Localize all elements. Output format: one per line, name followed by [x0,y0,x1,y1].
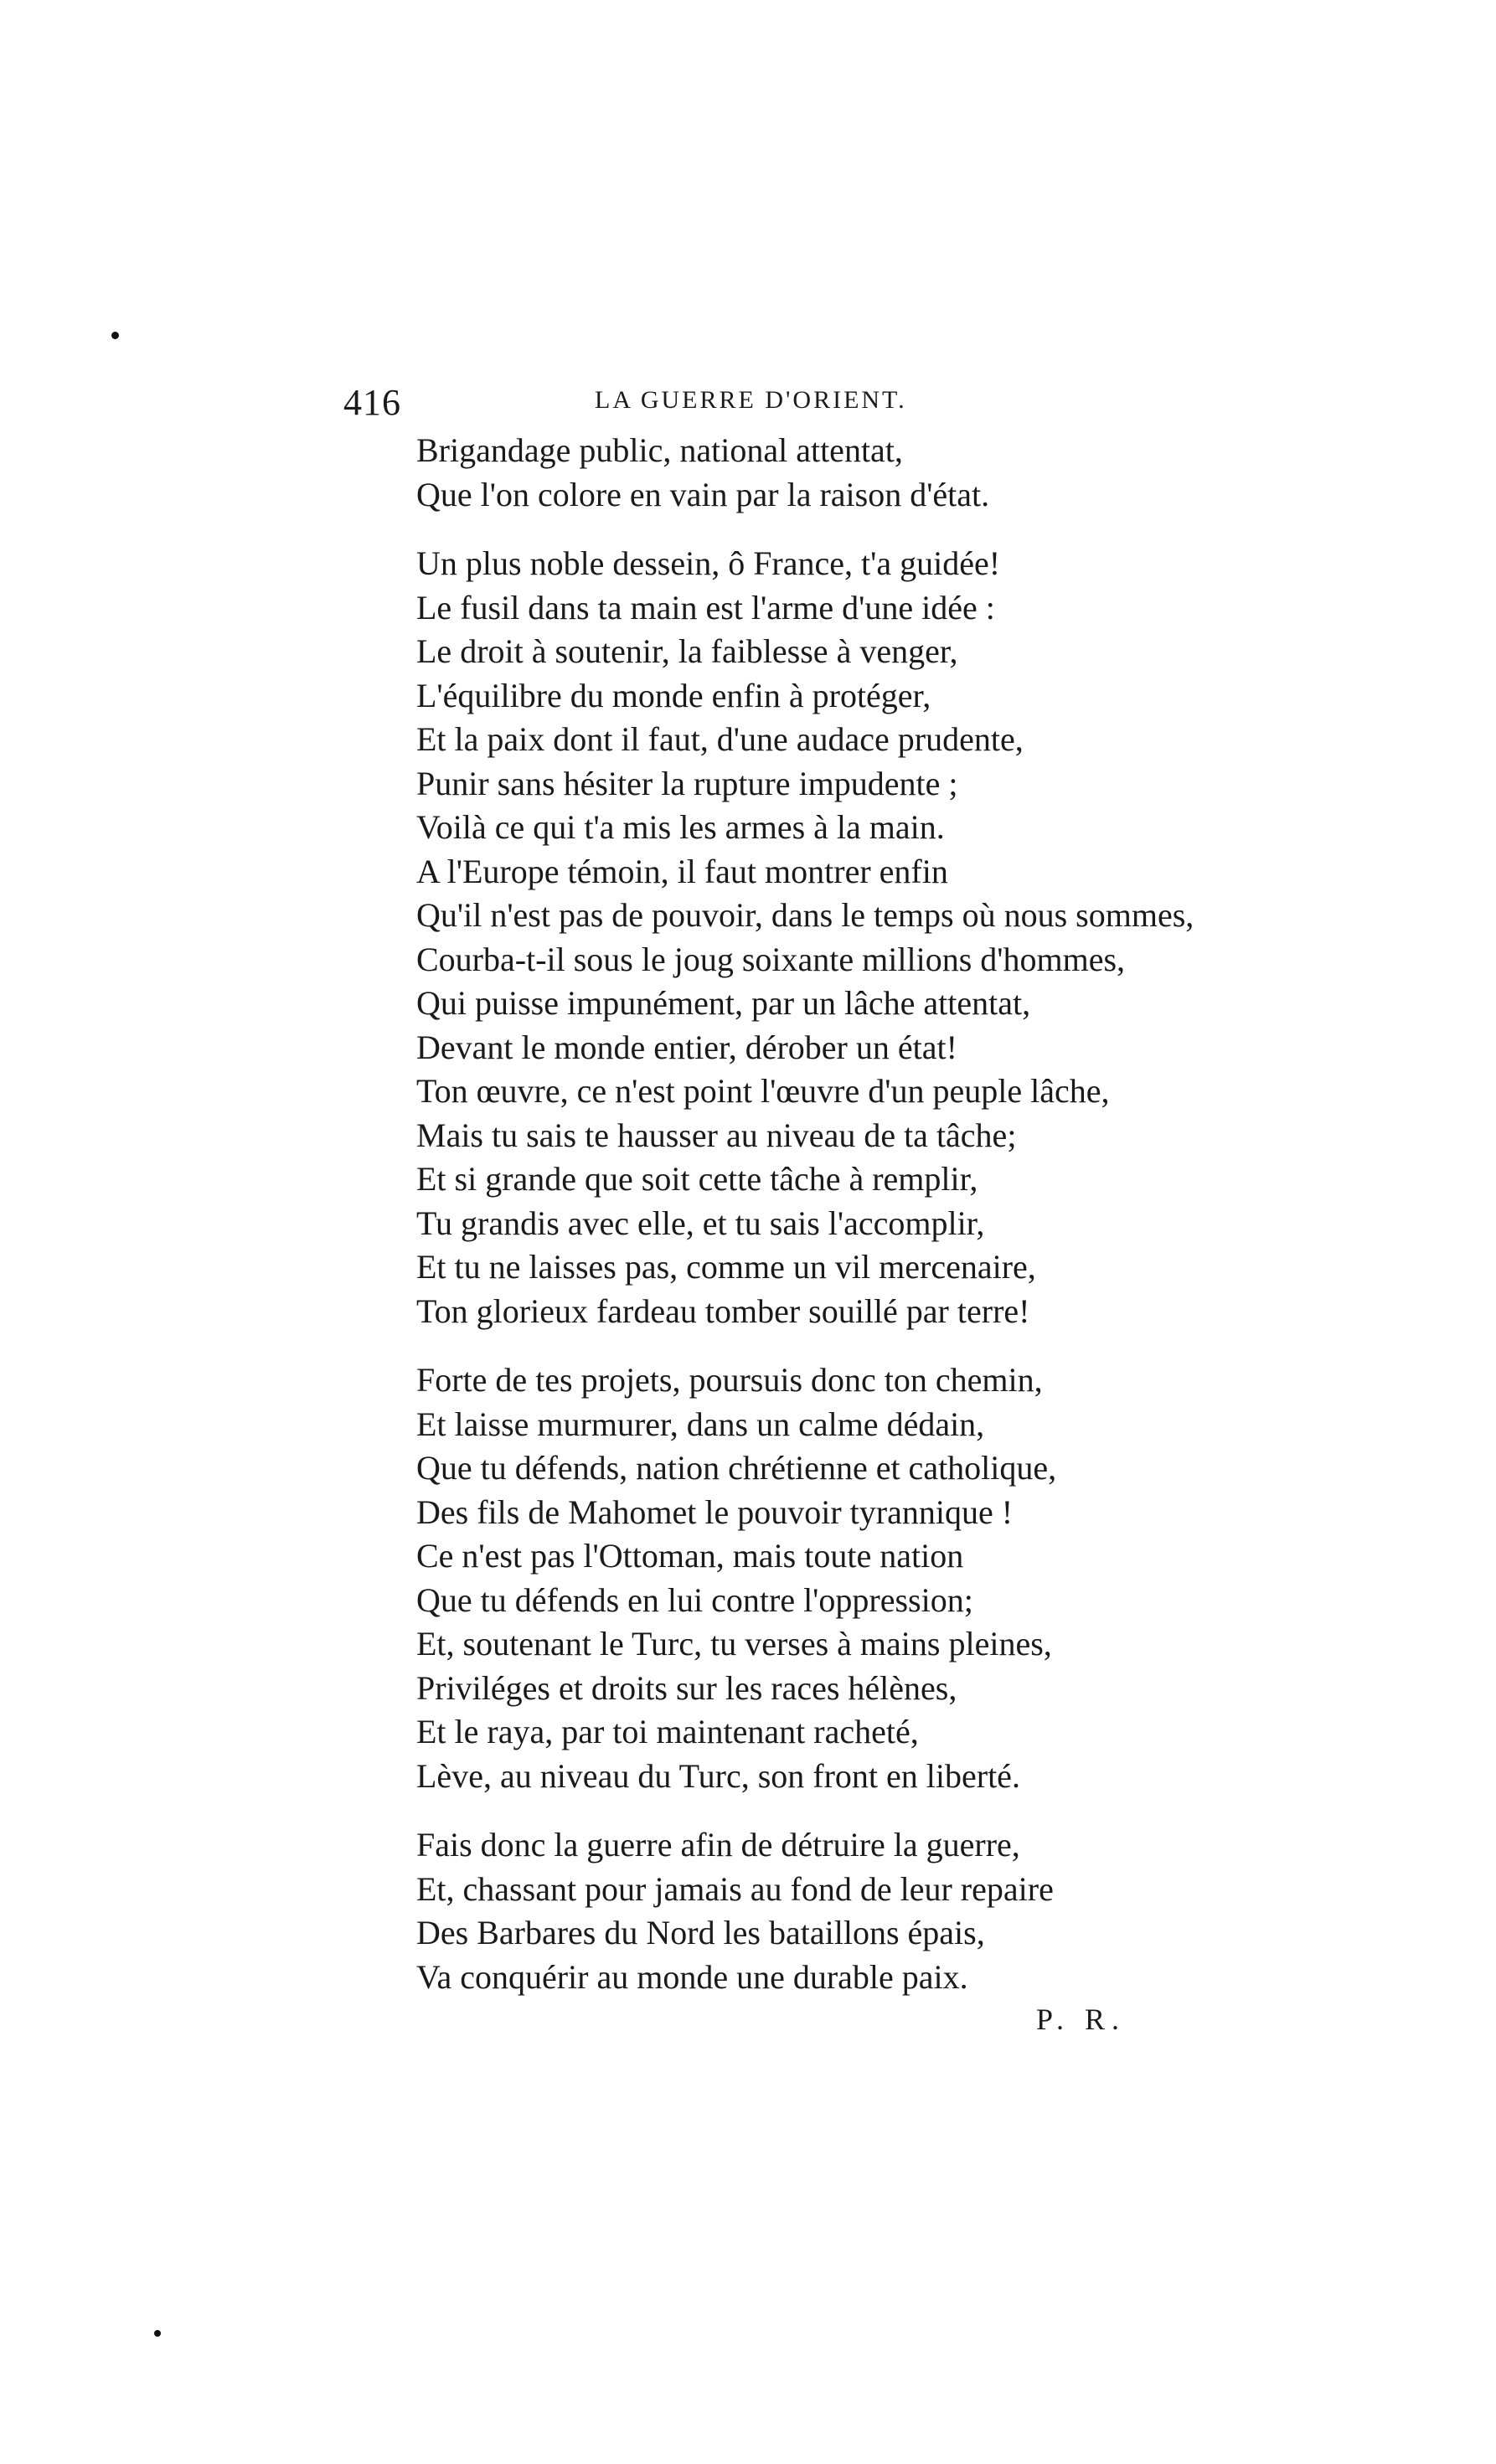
verse-line: Des Barbares du Nord les bataillons épais, [416,1914,985,1951]
verse-line: Courba-t-il sous le joug soixante millions d'hommes, [416,940,1126,978]
verse-line: Lève, au niveau du Turc, son front en liberté. [416,1756,1020,1795]
verse-line: Qui puisse impunément, par un lâche attentat, [416,984,1031,1022]
poem [416,429,1304,2024]
stanza-1 [416,429,1304,517]
verse-line: Ce n'est pas l'Ottoman, mais toute nation [416,1537,964,1575]
verse-line: Brigandage public, national attentat, [416,431,903,469]
verse-line: Priviléges et droits sur les races hélènes, [416,1668,957,1707]
running-title: LA GUERRE D'ORIENT. [595,386,907,414]
verse-line: Le fusil dans ta main est l'arme d'une idée : [416,588,995,626]
stanza-4 [416,1823,1304,1999]
verse-line: Le droit à soutenir, la faiblesse à venger, [416,632,958,670]
verse-line: Voilà ce qui t'a mis les armes à la main. [416,808,945,846]
verse-line: Et la paix dont il faut, d'une audace prudente, [416,720,1024,758]
verse-line: Ton œuvre, ce n'est point l'œuvre d'un peuple lâche, [416,1072,1110,1110]
verse-line: Va conquérir au monde une durable paix. [416,1957,968,1996]
verse-line: Tu grandis avec elle, et tu sais l'accomplir, [416,1204,985,1242]
verse-line: Que tu défends, nation chrétienne et catholique, [416,1449,1057,1487]
running-head [343,381,1051,423]
stanza-2 [416,542,1304,1333]
verse-line: Que tu défends en lui contre l'oppression; [416,1580,973,1619]
verse-line: Punir sans hésiter la rupture impudente ; [416,764,958,802]
verse-line: Devant le monde entier, dérober un état! [416,1028,957,1066]
verse-line: Qu'il n'est pas de pouvoir, dans le temps où nous sommes, [416,896,1194,934]
verse-line: Que l'on colore en vain par la raison d'état. [416,475,990,513]
verse-line: Et tu ne laisses pas, comme un vil mercenaire, [416,1248,1036,1286]
author-signature: P. R. [1036,2003,1127,2036]
ink-speck-top [111,332,119,339]
verse-line: Fais donc la guerre afin de détruire la guerre, [416,1826,1020,1863]
verse-line: Et si grande que soit cette tâche à remplir, [416,1160,978,1198]
verse-line: Mais tu sais te hausser au niveau de ta tâche; [416,1116,1017,1154]
verse-line: Des fils de Mahomet le pouvoir tyrannique ! [416,1492,1014,1531]
page-number: 416 [343,382,401,423]
verse-line: Et, chassant pour jamais au fond de leur repaire [416,1869,1054,1908]
verse-line: Et, soutenant le Turc, tu verses à mains pleines, [416,1625,1052,1662]
verse-line: Ton glorieux fardeau tomber souillé par terre! [416,1291,1030,1330]
verse-line: Forte de tes projets, poursuis donc ton chemin, [416,1361,1043,1399]
verse-line: Et le raya, par toi maintenant racheté, [416,1713,919,1750]
stanza-3 [416,1358,1304,1798]
ink-speck-bottom [154,2330,161,2337]
verse-line: L'équilibre du monde enfin à protéger, [416,676,931,714]
verse-line: Un plus noble dessein, ô France, t'a guidée! [416,544,1001,582]
verse-line: A l'Europe témoin, il faut montrer enfin [416,852,948,890]
verse-line: Et laisse murmurer, dans un calme dédain, [416,1405,985,1443]
